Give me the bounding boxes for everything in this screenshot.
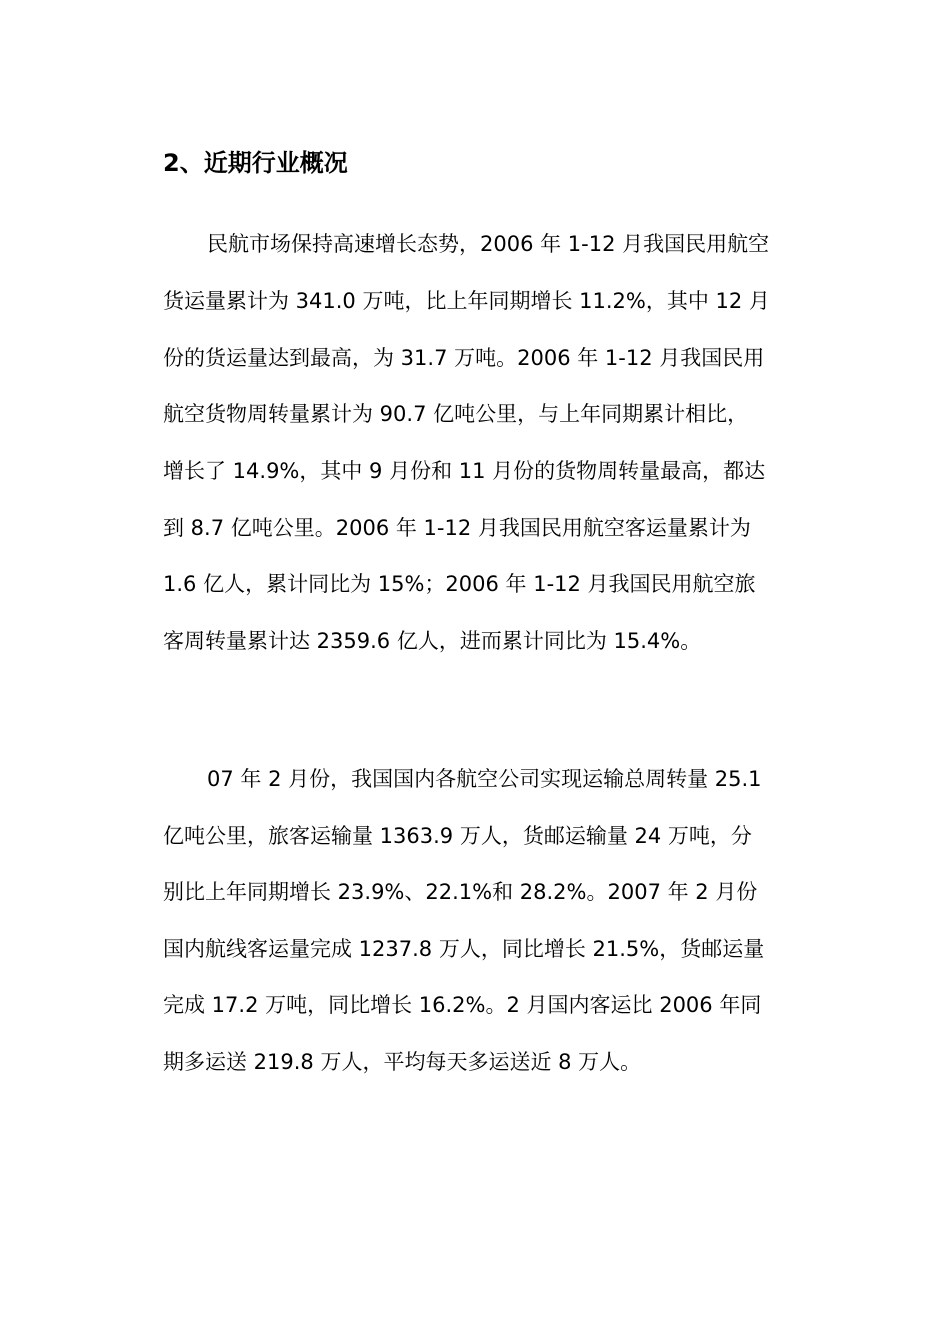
paragraph-line: 亿吨公里，旅客运输量 1363.9 万人，货邮运输量 24 万吨，分 xyxy=(163,824,752,848)
paragraph-line: 份的货运量达到最高，为 31.7 万吨。2006 年 1-12 月我国民用 xyxy=(163,346,765,370)
paragraph-line: 完成 17.2 万吨，同比增长 16.2%。2 月国内客运比 2006 年同 xyxy=(163,993,762,1017)
paragraph-line: 07 年 2 月份，我国国内各航空公司实现运输总周转量 25.1 xyxy=(207,767,762,791)
paragraph-line: 民航市场保持高速增长态势，2006 年 1-12 月我国民用航空 xyxy=(207,232,770,256)
paragraph-line: 货运量累计为 341.0 万吨，比上年同期增长 11.2%，其中 12 月 xyxy=(163,289,770,313)
paragraph-line: 国内航线客运量完成 1237.8 万人，同比增长 21.5%，货邮运量 xyxy=(163,937,765,961)
paragraph-line: 客周转量累计达 2359.6 亿人，进而累计同比为 15.4%。 xyxy=(163,629,702,653)
paragraph-line: 别比上年同期增长 23.9%、22.1%和 28.2%。2007 年 2 月份 xyxy=(163,880,758,904)
paragraph-line: 增长了 14.9%，其中 9 月份和 11 月份的货物周转量最高，都达 xyxy=(163,459,766,483)
paragraph-line: 1.6 亿人，累计同比为 15%；2006 年 1-12 月我国民用航空旅 xyxy=(163,572,756,596)
paragraph-line: 期多运送 219.8 万人，平均每天多运送近 8 万人。 xyxy=(163,1050,642,1074)
paragraph-line: 到 8.7 亿吨公里。2006 年 1-12 月我国民用航空客运量累计为 xyxy=(163,516,751,540)
paragraph-line: 航空货物周转量累计为 90.7 亿吨公里，与上年同期累计相比， xyxy=(163,402,749,426)
section-heading: 2、近期行业概况 xyxy=(163,149,348,177)
